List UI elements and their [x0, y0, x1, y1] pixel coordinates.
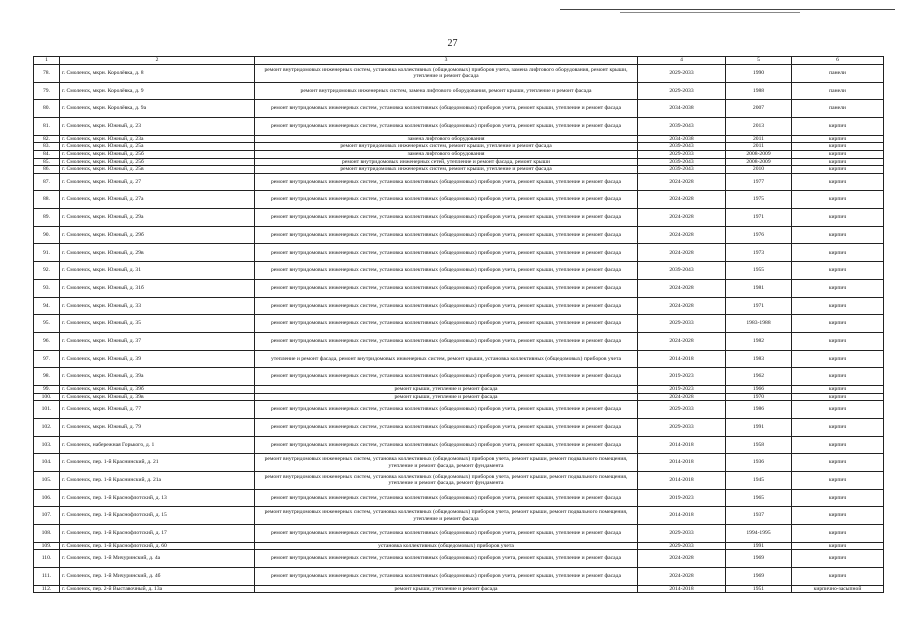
work-types-cell: ремонт внутридомовых инженерных систем, установка коллективных (общедомовых) приборов учета, ремонт крыши, утепление и ремонт фасада: [255, 550, 638, 568]
build-year-cell: 1983: [726, 350, 792, 368]
work-types-cell: ремонт внутридомовых инженерных систем, установка коллективных (общедомовых) приборов учета, ремонт крыши, ремонт подвального помещения, утепление и ремонт фасада, ремонт фундамента: [255, 471, 638, 489]
table-row: [34, 143, 884, 151]
repair-period-cell: 2034-2038: [638, 135, 726, 143]
address-cell: г. Смоленск, мкрн. Южный, д. 25а: [60, 143, 255, 151]
address-cell: г. Смоленск, мкрн. Южный, д. 31: [60, 262, 255, 280]
build-year-cell: 1970: [726, 393, 792, 401]
row-number: 102.: [34, 418, 60, 436]
wall-material-cell: кирпич: [792, 244, 884, 262]
wall-material-cell: кирпич: [792, 262, 884, 280]
build-year-cell: 1969: [726, 550, 792, 568]
address-cell: г. Смоленск, мкрн. Южный, д. 23а: [60, 135, 255, 143]
work-types-cell: ремонт внутридомовых инженерных систем, установка коллективных (общедомовых) приборов учета, ремонт крыши, утепление и ремонт фасада: [255, 100, 638, 118]
address-cell: г. Смоленск, мкрн. Южный, д. 25в: [60, 166, 255, 174]
repair-period-cell: 2014-2018: [638, 507, 726, 525]
repair-period-cell: 2024-2028: [638, 279, 726, 297]
repair-period-cell: 2029-2033: [638, 524, 726, 542]
wall-material-cell: кирпич: [792, 507, 884, 525]
wall-material-cell: кирпич: [792, 489, 884, 507]
row-number: 92.: [34, 262, 60, 280]
address-cell: г. Смоленск, пер. 1-й Краснофлотский, д. 13: [60, 489, 255, 507]
work-types-cell: замена лифтового оборудования: [255, 150, 638, 158]
table-row: [34, 332, 884, 350]
work-types-cell: ремонт внутридомовых инженерных систем, установка коллективных (общедомовых) приборов учета, ремонт крыши, утепление и ремонт фасада: [255, 567, 638, 585]
build-year-cell: 1962: [726, 368, 792, 386]
column-number-row: [34, 57, 884, 65]
repair-period-cell: 2034-2038: [638, 100, 726, 118]
repair-period-cell: 2039-2043: [638, 166, 726, 174]
build-year-cell: 1986: [726, 401, 792, 419]
repair-period-cell: 2029-2033: [638, 418, 726, 436]
wall-material-cell: кирпич: [792, 173, 884, 191]
address-cell: г. Смоленск, пер. 1-й Краснинский, д. 21а: [60, 471, 255, 489]
row-number: 90.: [34, 226, 60, 244]
repair-period-cell: 2039-2043: [638, 143, 726, 151]
column-header: 5: [726, 57, 792, 65]
work-types-cell: ремонт внутридомовых инженерных систем, установка коллективных (общедомовых) приборов учета, ремонт крыши, утепление и ремонт фасада: [255, 489, 638, 507]
table-row: [34, 226, 884, 244]
table-row: [34, 166, 884, 174]
build-year-cell: 1983-1988: [726, 315, 792, 333]
repair-period-cell: 2029-2033: [638, 82, 726, 100]
wall-material-cell: кирпич: [792, 436, 884, 454]
table-row: [34, 82, 884, 100]
work-types-cell: установка коллективных (общедомовых) приборов учета: [255, 542, 638, 550]
table-row: [34, 65, 884, 83]
work-types-cell: ремонт внутридомовых инженерных систем, установка коллективных (общедомовых) приборов учета, ремонт крыши, ремонт подвального помещения, утепление и ремонт фасада, ремонт фундамента: [255, 454, 638, 472]
wall-material-cell: кирпич: [792, 454, 884, 472]
build-year-cell: 1945: [726, 471, 792, 489]
repair-period-cell: 2019-2023: [638, 368, 726, 386]
column-header: 4: [638, 57, 726, 65]
repair-period-cell: 2024-2028: [638, 244, 726, 262]
wall-material-cell: кирпично-засыпной: [792, 585, 884, 593]
table-row: [34, 368, 884, 386]
build-year-cell: 1951: [726, 585, 792, 593]
row-number: 93.: [34, 279, 60, 297]
wall-material-cell: кирпич: [792, 279, 884, 297]
address-cell: г. Смоленск, мкрн. Южный, д. 27: [60, 173, 255, 191]
build-year-cell: 1976: [726, 226, 792, 244]
build-year-cell: 2010: [726, 166, 792, 174]
repair-period-cell: 2024-2028: [638, 567, 726, 585]
wall-material-cell: кирпич: [792, 226, 884, 244]
build-year-cell: 2011: [726, 135, 792, 143]
address-cell: г. Смоленск, пер. 2-й Выставочный, д. 13а: [60, 585, 255, 593]
table-row: [34, 150, 884, 158]
row-number: 101.: [34, 401, 60, 419]
row-number: 107.: [34, 507, 60, 525]
row-number: 105.: [34, 471, 60, 489]
address-cell: г. Смоленск, мкрн. Южный, д. 79: [60, 418, 255, 436]
row-number: 100.: [34, 393, 60, 401]
table-row: [34, 418, 884, 436]
repair-period-cell: 2024-2028: [638, 191, 726, 209]
row-number: 98.: [34, 368, 60, 386]
table-row: [34, 135, 884, 143]
wall-material-cell: кирпич: [792, 118, 884, 136]
repair-period-cell: 2024-2028: [638, 550, 726, 568]
build-year-cell: 1971: [726, 297, 792, 315]
wall-material-cell: кирпич: [792, 315, 884, 333]
work-types-cell: ремонт внутридомовых инженерных систем, установка коллективных (общедомовых) приборов учета, ремонт крыши, утепление и ремонт фасада: [255, 191, 638, 209]
work-types-cell: ремонт внутридомовых инженерных систем, установка коллективных (общедомовых) приборов учета, ремонт крыши, утепление и ремонт фасада: [255, 244, 638, 262]
repair-period-cell: 2019-2023: [638, 385, 726, 393]
repair-period-cell: 2039-2043: [638, 118, 726, 136]
row-number: 111.: [34, 567, 60, 585]
table-row: [34, 279, 884, 297]
row-number: 97.: [34, 350, 60, 368]
work-types-cell: ремонт внутридомовых инженерных систем, установка коллективных (общедомовых) приборов учета, ремонт крыши, утепление и ремонт фасада: [255, 436, 638, 454]
repair-period-cell: 2029-2033: [638, 401, 726, 419]
repair-period-cell: 2029-2033: [638, 542, 726, 550]
repair-period-cell: 2039-2043: [638, 158, 726, 166]
wall-material-cell: кирпич: [792, 385, 884, 393]
table-row: [34, 315, 884, 333]
address-cell: г. Смоленск, мкрн. Южный, д. 29б: [60, 226, 255, 244]
wall-material-cell: панели: [792, 100, 884, 118]
work-types-cell: ремонт внутридомовых инженерных систем, установка коллективных (общедомовых) приборов учета, ремонт крыши, утепление и ремонт фасада: [255, 209, 638, 227]
table-row: [34, 567, 884, 585]
column-header: 1: [34, 57, 60, 65]
work-types-cell: ремонт крыши, утепление и ремонт фасада: [255, 393, 638, 401]
build-year-cell: 1982: [726, 332, 792, 350]
work-types-cell: ремонт внутридомовых инженерных систем, замена лифтового оборудования, ремонт крыши, утепление и ремонт фасада: [255, 82, 638, 100]
address-cell: г. Смоленск, пер. 1-й Мичуринский, д. 4б: [60, 567, 255, 585]
row-number: 84.: [34, 150, 60, 158]
row-number: 109.: [34, 542, 60, 550]
row-number: 83.: [34, 143, 60, 151]
repair-period-cell: 2024-2028: [638, 209, 726, 227]
build-year-cell: 1958: [726, 436, 792, 454]
wall-material-cell: кирпич: [792, 209, 884, 227]
table-row: [34, 297, 884, 315]
row-number: 87.: [34, 173, 60, 191]
row-number: 99.: [34, 385, 60, 393]
address-cell: г. Смоленск, мкрн. Королёвка, д. 9: [60, 82, 255, 100]
wall-material-cell: кирпич: [792, 471, 884, 489]
table-row: [34, 209, 884, 227]
wall-material-cell: кирпич: [792, 418, 884, 436]
repair-period-cell: 2024-2028: [638, 332, 726, 350]
build-year-cell: 2008-2009: [726, 150, 792, 158]
address-cell: г. Смоленск, пер. 1-й Краснофлотский, д. 17: [60, 524, 255, 542]
table-row: [34, 100, 884, 118]
repair-period-cell: 2029-2033: [638, 315, 726, 333]
wall-material-cell: кирпич: [792, 550, 884, 568]
column-header: 3: [255, 57, 638, 65]
table-row: [34, 393, 884, 401]
build-year-cell: 2013: [726, 118, 792, 136]
work-types-cell: ремонт внутридомовых инженерных систем, установка коллективных (общедомовых) приборов учета, ремонт крыши, утепление и ремонт фасада: [255, 418, 638, 436]
wall-material-cell: кирпич: [792, 567, 884, 585]
repair-period-cell: 2024-2028: [638, 173, 726, 191]
wall-material-cell: кирпич: [792, 350, 884, 368]
address-cell: г. Смоленск, набережная Горького, д. 1: [60, 436, 255, 454]
work-types-cell: ремонт внутридомовых инженерных систем, установка коллективных (общедомовых) приборов учета, ремонт крыши, утепление и ремонт фасада: [255, 226, 638, 244]
row-number: 78.: [34, 65, 60, 83]
wall-material-cell: кирпич: [792, 297, 884, 315]
wall-material-cell: кирпич: [792, 158, 884, 166]
table-row: [34, 401, 884, 419]
table-row: [34, 118, 884, 136]
address-cell: г. Смоленск, мкрн. Южный, д. 29в: [60, 244, 255, 262]
table-row: [34, 436, 884, 454]
build-year-cell: 1981: [726, 279, 792, 297]
table-row: [34, 350, 884, 368]
table-row: [34, 454, 884, 472]
row-number: 96.: [34, 332, 60, 350]
work-types-cell: ремонт внутридомовых инженерных систем, установка коллективных (общедомовых) приборов учета, ремонт крыши, утепление и ремонт фасада: [255, 332, 638, 350]
work-types-cell: ремонт внутридомовых инженерных систем, ремонт крыши, утепление и ремонт фасада: [255, 143, 638, 151]
table-row: [34, 385, 884, 393]
wall-material-cell: кирпич: [792, 143, 884, 151]
wall-material-cell: кирпич: [792, 166, 884, 174]
work-types-cell: ремонт внутридомовых инженерных систем, установка коллективных (общедомовых) приборов учета, ремонт крыши, утепление и ремонт фасада: [255, 118, 638, 136]
table-row: [34, 542, 884, 550]
build-year-cell: 2011: [726, 143, 792, 151]
table-row: [34, 585, 884, 593]
row-number: 88.: [34, 191, 60, 209]
address-cell: г. Смоленск, мкрн. Южный, д. 77: [60, 401, 255, 419]
build-year-cell: 1965: [726, 489, 792, 507]
wall-material-cell: кирпич: [792, 393, 884, 401]
build-year-cell: 1988: [726, 82, 792, 100]
repair-period-cell: 2029-2033: [638, 150, 726, 158]
row-number: 89.: [34, 209, 60, 227]
wall-material-cell: панели: [792, 65, 884, 83]
address-cell: г. Смоленск, пер. 1-й Краснинский, д. 21: [60, 454, 255, 472]
repair-period-cell: 2029-2033: [638, 65, 726, 83]
wall-material-cell: кирпич: [792, 332, 884, 350]
work-types-cell: ремонт внутридомовых инженерных систем, установка коллективных (общедомовых) приборов учета, ремонт крыши, ремонт подвального помещения, утепление и ремонт фасада: [255, 507, 638, 525]
row-number: 81.: [34, 118, 60, 136]
wall-material-cell: кирпич: [792, 368, 884, 386]
build-year-cell: 1975: [726, 191, 792, 209]
work-types-cell: ремонт крыши, утепление и ремонт фасада: [255, 585, 638, 593]
table-row: [34, 191, 884, 209]
address-cell: г. Смоленск, мкрн. Южный, д. 33: [60, 297, 255, 315]
wall-material-cell: кирпич: [792, 542, 884, 550]
row-number: 95.: [34, 315, 60, 333]
row-number: 94.: [34, 297, 60, 315]
column-header: 6: [792, 57, 884, 65]
build-year-cell: 1994-1995: [726, 524, 792, 542]
repair-period-cell: 2014-2018: [638, 436, 726, 454]
column-header: 2: [60, 57, 255, 65]
build-year-cell: 2008-2009: [726, 158, 792, 166]
address-cell: г. Смоленск, мкрн. Южный, д. 39б: [60, 385, 255, 393]
work-types-cell: замена лифтового оборудования: [255, 135, 638, 143]
repair-period-cell: 2019-2023: [638, 489, 726, 507]
repair-period-cell: 2014-2018: [638, 454, 726, 472]
address-cell: г. Смоленск, мкрн. Южный, д. 35: [60, 315, 255, 333]
address-cell: г. Смоленск, пер. 1-й Краснофлотский, д. 15: [60, 507, 255, 525]
row-number: 79.: [34, 82, 60, 100]
wall-material-cell: кирпич: [792, 191, 884, 209]
row-number: 80.: [34, 100, 60, 118]
address-cell: г. Смоленск, мкрн. Южный, д. 29а: [60, 209, 255, 227]
repair-period-cell: 2024-2028: [638, 393, 726, 401]
work-types-cell: ремонт внутридомовых инженерных систем, установка коллективных (общедомовых) приборов учета, ремонт крыши, утепление и ремонт фасада: [255, 173, 638, 191]
row-number: 82.: [34, 135, 60, 143]
table-row: [34, 173, 884, 191]
address-cell: г. Смоленск, мкрн. Королёвка, д. 8: [60, 65, 255, 83]
build-year-cell: 2007: [726, 100, 792, 118]
build-year-cell: 1937: [726, 507, 792, 525]
repair-period-cell: 2014-2018: [638, 585, 726, 593]
scan-edge-line: [620, 12, 800, 13]
address-cell: г. Смоленск, мкрн. Королёвка, д. 9а: [60, 100, 255, 118]
row-number: 112.: [34, 585, 60, 593]
build-year-cell: 1991: [726, 418, 792, 436]
build-year-cell: 1971: [726, 209, 792, 227]
address-cell: г. Смоленск, мкрн. Южный, д. 39а: [60, 368, 255, 386]
address-cell: г. Смоленск, мкрн. Южный, д. 39в: [60, 393, 255, 401]
build-year-cell: 1966: [726, 385, 792, 393]
row-number: 85.: [34, 158, 60, 166]
row-number: 103.: [34, 436, 60, 454]
table-row: [34, 244, 884, 262]
table-row: [34, 507, 884, 525]
build-year-cell: 1973: [726, 244, 792, 262]
wall-material-cell: кирпич: [792, 524, 884, 542]
work-types-cell: ремонт внутридомовых инженерных систем, установка коллективных (общедомовых) приборов учета, ремонт крыши, утепление и ремонт фасада: [255, 279, 638, 297]
work-types-cell: ремонт внутридомовых инженерных систем, установка коллективных (общедомовых) приборов учета, ремонт крыши, утепление и ремонт фасада: [255, 262, 638, 280]
build-year-cell: 1955: [726, 262, 792, 280]
address-cell: г. Смоленск, мкрн. Южный, д. 23: [60, 118, 255, 136]
work-types-cell: ремонт внутридомовых инженерных систем, установка коллективных (общедомовых) приборов учета, ремонт крыши, утепление и ремонт фасада: [255, 297, 638, 315]
build-year-cell: 1991: [726, 542, 792, 550]
housing-register-table: [33, 56, 884, 593]
work-types-cell: ремонт внутридомовых инженерных систем, установка коллективных (общедомовых) приборов учета, ремонт крыши, утепление и ремонт фасада: [255, 401, 638, 419]
work-types-cell: утепление и ремонт фасада, ремонт внутридомовых инженерных систем, ремонт крыши, установка коллективных (общедомовых) приборов учета: [255, 350, 638, 368]
repair-period-cell: 2024-2028: [638, 226, 726, 244]
row-number: 106.: [34, 489, 60, 507]
table-row: [34, 524, 884, 542]
work-types-cell: ремонт внутридомовых инженерных сетей, утепление и ремонт фасада, ремонт крыши: [255, 158, 638, 166]
build-year-cell: 1990: [726, 65, 792, 83]
table-row: [34, 489, 884, 507]
wall-material-cell: панели: [792, 82, 884, 100]
repair-period-cell: 2014-2018: [638, 471, 726, 489]
wall-material-cell: кирпич: [792, 401, 884, 419]
page-number: 27: [447, 38, 458, 49]
wall-material-cell: кирпич: [792, 150, 884, 158]
table-row: [34, 262, 884, 280]
build-year-cell: 1977: [726, 173, 792, 191]
address-cell: г. Смоленск, мкрн. Южный, д. 25б: [60, 150, 255, 158]
work-types-cell: ремонт внутридомовых инженерных систем, установка коллективных (общедомовых) приборов учета, ремонт крыши, утепление и ремонт фасада: [255, 368, 638, 386]
work-types-cell: ремонт крыши, утепление и ремонт фасада: [255, 385, 638, 393]
address-cell: г. Смоленск, мкрн. Южный, д. 39: [60, 350, 255, 368]
scan-edge-line: [560, 9, 895, 10]
address-cell: г. Смоленск, мкрн. Южный, д. 27а: [60, 191, 255, 209]
work-types-cell: ремонт внутридомовых инженерных систем, ремонт крыши, утепление и ремонт фасада: [255, 166, 638, 174]
address-cell: г. Смоленск, пер. 1-й Мичуринский, д. 4а: [60, 550, 255, 568]
build-year-cell: 1969: [726, 567, 792, 585]
address-cell: г. Смоленск, мкрн. Южный, д. 31б: [60, 279, 255, 297]
row-number: 110.: [34, 550, 60, 568]
address-cell: г. Смоленск, мкрн. Южный, д. 37: [60, 332, 255, 350]
wall-material-cell: кирпич: [792, 135, 884, 143]
repair-period-cell: 2014-2018: [638, 350, 726, 368]
table-row: [34, 158, 884, 166]
work-types-cell: ремонт внутридомовых инженерных систем, установка коллективных (общедомовых) приборов учета, ремонт крыши, утепление и ремонт фасада: [255, 524, 638, 542]
row-number: 108.: [34, 524, 60, 542]
work-types-cell: ремонт внутридомовых инженерных систем, установка коллективных (общедомовых) приборов учета, замена лифтового оборудования, ремонт крыши, утепление и ремонт фасада: [255, 65, 638, 83]
work-types-cell: ремонт внутридомовых инженерных систем, установка коллективных (общедомовых) приборов учета, ремонт крыши, утепление и ремонт фасада: [255, 315, 638, 333]
row-number: 104.: [34, 454, 60, 472]
table-row: [34, 471, 884, 489]
repair-period-cell: 2024-2028: [638, 297, 726, 315]
address-cell: г. Смоленск, мкрн. Южный, д. 25б: [60, 158, 255, 166]
table-body: [34, 57, 884, 593]
build-year-cell: 1936: [726, 454, 792, 472]
table-row: [34, 550, 884, 568]
address-cell: г. Смоленск, пер. 1-й Краснофлотский, д. 60: [60, 542, 255, 550]
row-number: 91.: [34, 244, 60, 262]
row-number: 86.: [34, 166, 60, 174]
repair-period-cell: 2039-2043: [638, 262, 726, 280]
